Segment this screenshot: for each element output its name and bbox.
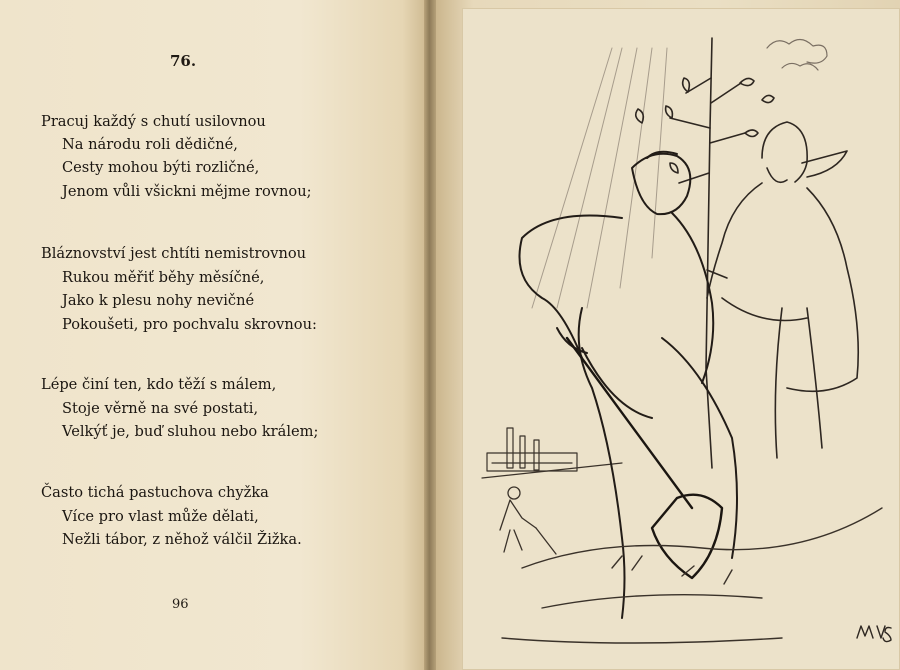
factory [482,428,622,478]
poem-line: Cesty mohou býti rozličné, [62,159,260,176]
book-gutter [424,0,436,670]
ground [502,508,882,643]
poem-line: Rukou měřiť běhy měsíčné, [62,269,265,286]
poem-line: Jenom vůli všickni mějme rovnou; [62,183,312,200]
sketch-illustration-icon [462,8,900,670]
poem-line: Nežli tábor, z něhož válčil Žižka. [62,531,302,548]
spade [567,338,722,578]
smoke-clouds [767,39,827,70]
poem-line: Jako k plesu nohy nevičné [62,292,255,309]
artist-signature [857,626,891,642]
sapling [636,38,774,468]
poem-line: Pokoušeti, pro pochvalu skrovnou: [62,316,317,333]
left-page [0,0,428,670]
poem-line: Bláznovství jest chtíti nemistrovnou [41,245,307,262]
woman-figure [707,122,858,458]
poem-line: Velkýť je, buď sluhou nebo králem; [62,423,319,440]
poem-line: Často tichá pastuchova chyžka [41,484,269,501]
poem-line: Stoje věrně na své postati, [62,400,259,417]
poem-line: Pracuj každý s chutí usilovnou [41,113,266,130]
page-folio: 96 [172,597,189,612]
poem-line: Lépe činí ten, kdo těží s málem, [41,376,277,393]
poem-line: Na národu roli dědičné, [62,136,238,153]
poem-number: 76. [170,52,197,70]
poem-line: Více pro vlast může dělati, [62,508,259,525]
distant-worker [500,487,556,554]
sun-rays [532,48,667,308]
